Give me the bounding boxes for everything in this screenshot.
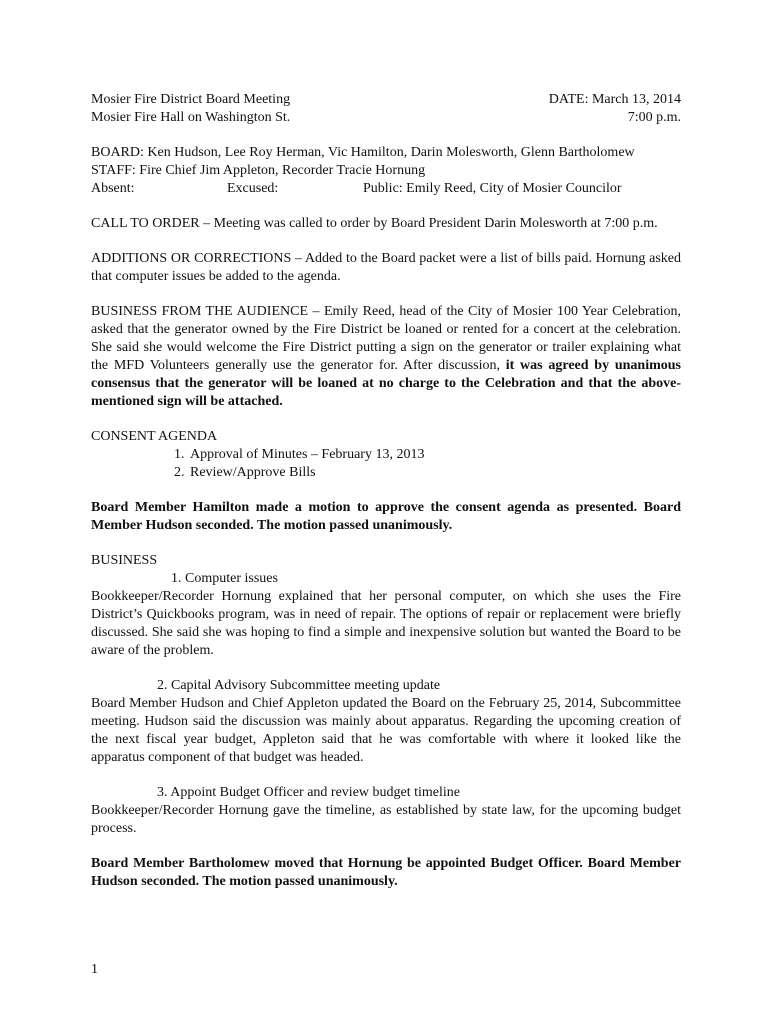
business-item-title: 2. Capital Advisory Subcommittee meeting update [157, 678, 441, 693]
consent-item: 1. Approval of Minutes – February 13, 2013 [188, 446, 681, 464]
meeting-location: Mosier Fire Hall on Washington St. [91, 110, 291, 125]
meeting-title: Mosier Fire District Board Meeting [91, 92, 291, 107]
business-item-text: Bookkeeper/Recorder Hornung explained that her personal computer, on which she uses the Fire District’s Quickbooks program, was in need of repair. The options of repair or replacement were briefly discussed. She said she was hoping to find a simple and inexpensive solution but wanted the Board to be aware of the problem. [91, 589, 681, 658]
meeting-time: 7:00 p.m. [627, 110, 681, 125]
consent-motion: Board Member Hamilton made a motion to approve the consent agenda as presented. Board Member Hudson seconded. The motion passed unanimously. [91, 500, 681, 533]
public-attendance: Public: Emily Reed, City of Mosier Councilor [363, 181, 622, 196]
header-row-1 [91, 91, 681, 109]
consent-item: 2. Review/Approve Bills [188, 464, 681, 482]
audience-consensus: it was agreed by unanimous consensus that the generator will be loaned at no charge to the Celebration and that the above-mentioned sign will be attached. [91, 358, 681, 409]
business-item-text: Bookkeeper/Recorder Hornung gave the timeline, as established by state law, for the upcoming budget process. [91, 803, 681, 836]
excused-label: Excused: [227, 181, 279, 196]
consent-agenda-heading: CONSENT AGENDA [91, 429, 218, 444]
call-to-order: CALL TO ORDER – Meeting was called to order by Board President Darin Molesworth at 7:00 p.m. [91, 216, 658, 231]
board-attendance: BOARD: Ken Hudson, Lee Roy Herman, Vic Hamilton, Darin Molesworth, Glenn Bartholomew [91, 145, 635, 160]
business-item-text: Board Member Hudson and Chief Appleton updated the Board on the February 25, 2014, Subcommittee meeting. Hudson said the discussion was mainly about apparatus. Regarding the upcoming creation of the next fiscal year budget, Appleton said that he was comfortable with where it looked like the apparatus component of that budget was headed. [91, 696, 681, 765]
document-body [91, 91, 681, 891]
absent-row [91, 180, 681, 198]
staff-attendance: STAFF: Fire Chief Jim Appleton, Recorder Tracie Hornung [91, 163, 426, 178]
business-from-audience [91, 303, 681, 411]
header-row-2 [91, 109, 681, 127]
business-item-title: 3. Appoint Budget Officer and review budget timeline [157, 785, 461, 800]
meeting-date: DATE: March 13, 2014 [548, 92, 681, 107]
absent-label: Absent: [91, 181, 135, 196]
business-item-title: 1. Computer issues [171, 571, 278, 586]
audience-text: BUSINESS FROM THE AUDIENCE – Emily Reed, head of the City of Mosier 100 Year Celebration, asked that the generator owned by the Fire District be loaned or rented for a concert at the celebration. She said she would welcome the Fire District putting a sign on the generator or trailer explaining what the MFD Volunteers generally use the generator for. After discussion, [91, 304, 681, 373]
page-number: 1 [91, 962, 98, 977]
consent-agenda-list [91, 446, 681, 482]
additions-corrections: ADDITIONS OR CORRECTIONS – Added to the Board packet were a list of bills paid. Hornung asked that computer issues be added to the agenda. [91, 251, 681, 284]
budget-officer-motion: Board Member Bartholomew moved that Hornung be appointed Budget Officer. Board Member Hudson seconded. The motion passed unanimously. [91, 856, 681, 889]
business-heading: BUSINESS [91, 553, 158, 568]
